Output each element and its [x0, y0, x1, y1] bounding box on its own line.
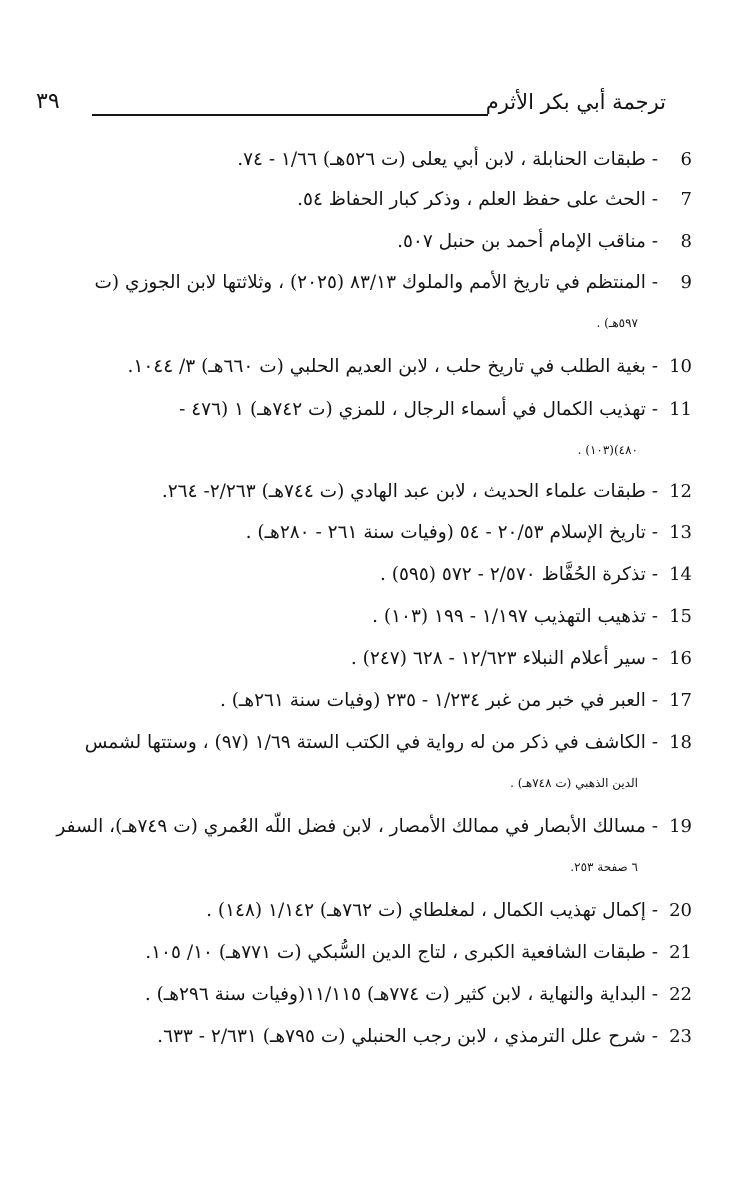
entry-text: - البداية والنهاية ، لابن كثير (ت ٧٧٤هـ) ١١/١١٥(وفيات سنة ٢٩٦هـ) .: [144, 984, 658, 1005]
entry-text: - تاريخ الإسلام ٢٠/٥٣ - ٥٤ (وفيات سنة ٢٦١ - ٢٨٠هـ) .: [245, 522, 658, 543]
reference-entry: [32, 597, 692, 637]
entry-number: 18: [669, 732, 692, 753]
reference-entry: [32, 222, 692, 262]
entry-number: 22: [669, 984, 692, 1005]
entry-text: - طبقات الشافعية الكبرى ، لتاج الدين السُّبكي (ت ٧٧١هـ) ١٠/ ١٠٥.: [145, 942, 658, 963]
reference-entry: [32, 555, 692, 595]
entry-number: 16: [669, 648, 692, 669]
entry-text: - الكاشف في ذكر من له رواية في الكتب الستة ١/٦٩ (٩٧) ، وستتها لشمس: [84, 732, 658, 753]
reference-entry: [32, 140, 692, 180]
entry-number: 15: [669, 606, 692, 627]
reference-entry: [32, 639, 692, 679]
entry-text: - مناقب الإمام أحمد بن حنبل ٥٠٧.: [397, 231, 658, 252]
entry-text: - تهذيب الكمال في أسماء الرجال ، للمزي (ت ٧٤٢هـ) ١ (٤٧٦ -: [179, 399, 658, 420]
entry-number: 13: [669, 522, 692, 543]
entry-text: - العبر في خبر من غبر ١/٢٣٤ - ٢٣٥ (وفيات سنة ٢٦١هـ) .: [219, 690, 658, 711]
reference-entry: [32, 681, 692, 721]
reference-entry: [32, 513, 692, 553]
entry-number: 14: [669, 564, 692, 585]
entry-continuation: الدين الذهبي (ت ٧٤٨هـ) .: [510, 776, 638, 790]
entry-number: 23: [669, 1026, 692, 1047]
entry-number: 7: [680, 189, 692, 210]
entry-text: - شرح علل الترمذي ، لابن رجب الحنبلي (ت ٧٩٥هـ) ٢/٦٣١ - ٦٣٣.: [157, 1026, 658, 1047]
reference-entry: [32, 807, 692, 887]
entry-number: 9: [680, 272, 692, 293]
entry-text: - تذهيب التهذيب ١/١٩٧ - ١٩٩ (١٠٣) .: [372, 606, 658, 627]
entry-text: - إكمال تهذيب الكمال ، لمغلطاي (ت ٧٦٢هـ) ١/١٤٢ (١٤٨) .: [206, 900, 658, 921]
entry-number: 20: [669, 900, 692, 921]
entry-text: - سير أعلام النبلاء ١٢/٦٢٣ - ٦٢٨ (٢٤٧) .: [350, 648, 658, 669]
reference-entry: [32, 723, 692, 803]
entry-text: - الحث على حفظ العلم ، وذكر كبار الحفاظ ٥٤.: [297, 189, 658, 210]
reference-entry: [32, 1017, 692, 1057]
reference-entry: [32, 347, 692, 387]
reference-entry: [32, 975, 692, 1015]
reference-entry: [32, 891, 692, 931]
entry-number: 17: [669, 690, 692, 711]
entry-continuation: ٦ صفحة ٢٥٣.: [570, 860, 638, 874]
header-rule: [92, 114, 488, 116]
entry-text: - طبقات علماء الحديث ، لابن عبد الهادي (ت ٧٤٤هـ) ٢/٢٦٣- ٢٦٤.: [161, 481, 658, 502]
entry-text: - المنتظم في تاريخ الأمم والملوك ٨٣/١٣ (٢٠٢٥) ، وثلاثتها لابن الجوزي (ت: [94, 272, 658, 293]
reference-entry: [32, 390, 692, 470]
page-header: [30, 88, 666, 128]
running-title: ترجمة أبي بكر الأثرم: [485, 90, 666, 114]
entry-number: 12: [669, 481, 692, 502]
entry-number: 6: [680, 149, 692, 170]
entry-number: 21: [669, 942, 692, 963]
entry-text: - تذكرة الحُفَّاظ ٢/٥٧٠ - ٥٧٢ (٥٩٥) .: [379, 564, 658, 585]
reference-entry: [32, 472, 692, 512]
reference-entry: [32, 180, 692, 220]
reference-entry: [32, 933, 692, 973]
entry-number: 10: [669, 356, 692, 377]
entry-text: - طبقات الحنابلة ، لابن أبي يعلى (ت ٥٢٦هـ) ١/٦٦ - ٧٤.: [237, 149, 658, 170]
entry-continuation: ٥٩٧هـ) .: [596, 316, 638, 330]
page-number: ٣٩: [36, 89, 60, 114]
entry-text: - بغية الطلب في تاريخ حلب ، لابن العديم الحلبي (ت ٦٦٠هـ) ٣/ ١٠٤٤.: [127, 356, 658, 377]
entry-number: 11: [669, 399, 692, 420]
entry-text: - مسالك الأبصار في ممالك الأمصار ، لابن فضل اللّه العُمري (ت ٧٤٩هـ)، السفر: [56, 816, 658, 837]
entry-number: 8: [680, 231, 692, 252]
entry-continuation: ٤٨٠)(١٠٣) .: [577, 443, 638, 457]
reference-entry: [32, 263, 692, 343]
entry-number: 19: [669, 816, 692, 837]
